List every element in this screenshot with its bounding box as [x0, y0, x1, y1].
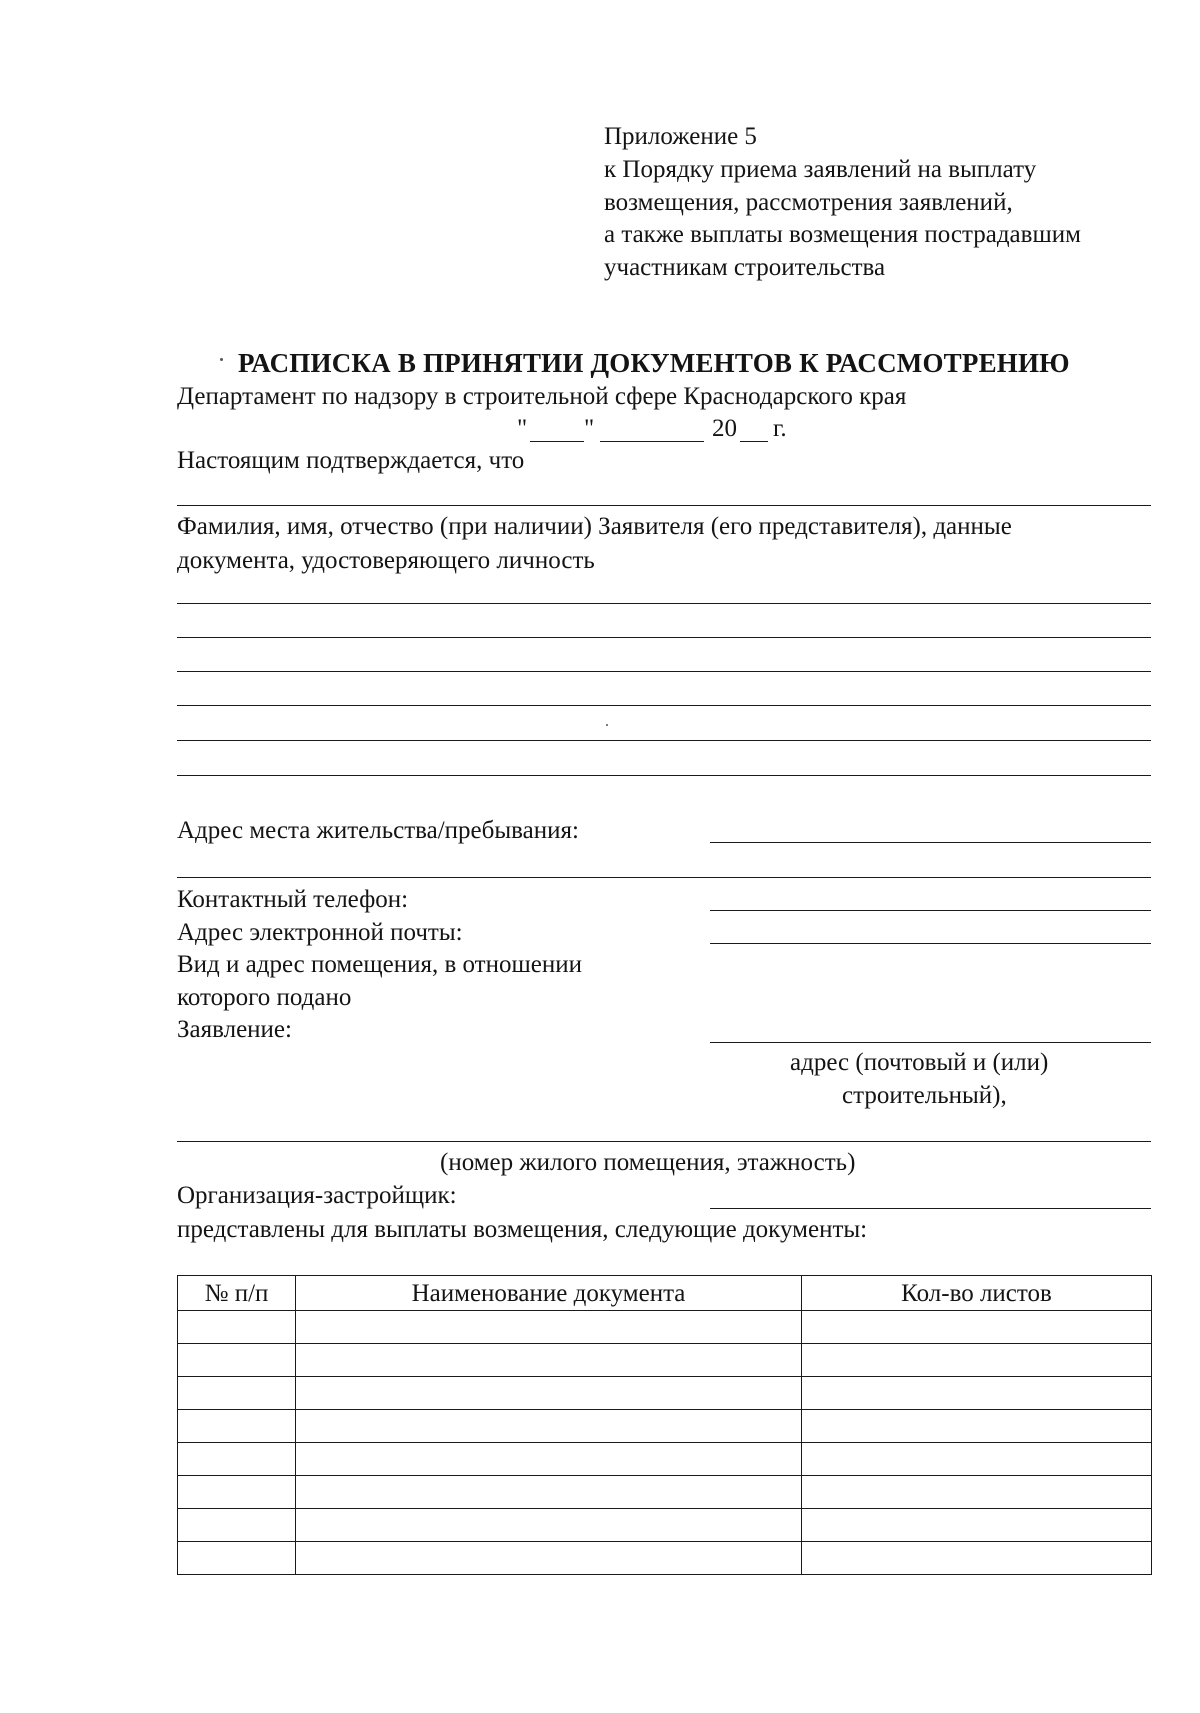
table-row — [178, 1344, 1152, 1377]
id-document-line[interactable] — [177, 775, 1151, 776]
cell-sheet-count[interactable] — [802, 1443, 1152, 1476]
table-row — [178, 1311, 1152, 1344]
table-row — [178, 1443, 1152, 1476]
cell-number[interactable] — [178, 1443, 296, 1476]
table-header-row — [178, 1276, 1152, 1311]
cell-sheet-count[interactable] — [802, 1311, 1152, 1344]
documents-table — [177, 1275, 1152, 1575]
column-header-sheet-count: Кол-во листов — [802, 1276, 1152, 1311]
cell-document-name[interactable] — [296, 1311, 802, 1344]
apartment-line[interactable] — [177, 1141, 1151, 1142]
document-title: РАСПИСКА В ПРИНЯТИИ ДОКУМЕНТОВ К РАССМОТРЕНИЮ — [238, 348, 1070, 378]
premises-caption: адрес (почтовый и (или) — [790, 1049, 1049, 1076]
column-header-number: № п/п — [178, 1276, 296, 1311]
id-document-line[interactable] — [177, 671, 1151, 672]
id-document-line[interactable] — [177, 637, 1151, 638]
table-body — [178, 1311, 1152, 1575]
cell-sheet-count[interactable] — [802, 1377, 1152, 1410]
apartment-caption: (номер жилого помещения, этажность) — [440, 1149, 856, 1176]
phone-line[interactable] — [710, 910, 1151, 911]
cell-sheet-count[interactable] — [802, 1476, 1152, 1509]
cell-number[interactable] — [178, 1377, 296, 1410]
documents-intro: представлены для выплаты возмещения, следующие документы: — [177, 1216, 868, 1243]
cell-sheet-count[interactable] — [802, 1542, 1152, 1575]
appendix-line: Приложение 5 — [604, 123, 757, 150]
scan-speck — [220, 358, 223, 361]
email-label: Адрес электронной почты: — [177, 919, 463, 946]
date-year-prefix: 20 — [712, 415, 737, 442]
premises-label: которого подано — [177, 984, 352, 1011]
cell-sheet-count[interactable] — [802, 1509, 1152, 1542]
date-month-blank[interactable] — [600, 441, 704, 442]
table-row — [178, 1476, 1152, 1509]
date-day-blank[interactable] — [530, 441, 584, 442]
cell-number[interactable] — [178, 1410, 296, 1443]
cell-document-name[interactable] — [296, 1476, 802, 1509]
applicant-caption: документа, удостоверяющего личность — [177, 547, 595, 574]
column-header-document-name: Наименование документа — [296, 1276, 802, 1311]
table-row — [178, 1509, 1152, 1542]
premises-label: Заявление: — [177, 1016, 292, 1043]
premises-label: Вид и адрес помещения, в отношении — [177, 951, 582, 978]
email-line[interactable] — [710, 943, 1151, 944]
cell-number[interactable] — [178, 1344, 296, 1377]
cell-document-name[interactable] — [296, 1410, 802, 1443]
scan-speck — [606, 724, 608, 726]
cell-number[interactable] — [178, 1476, 296, 1509]
table-row — [178, 1377, 1152, 1410]
cell-document-name[interactable] — [296, 1509, 802, 1542]
department-name: Департамент по надзору в строительной сфере Краснодарского края — [177, 383, 907, 410]
date-quote-open: " — [517, 415, 528, 442]
cell-number[interactable] — [178, 1509, 296, 1542]
appendix-line: а также выплаты возмещения пострадавшим — [604, 221, 1081, 248]
date-year-suffix: г. — [773, 415, 787, 442]
confirm-text: Настоящим подтверждается, что — [177, 447, 525, 474]
id-document-line[interactable] — [177, 740, 1151, 741]
premises-line[interactable] — [710, 1042, 1151, 1043]
id-document-line[interactable] — [177, 705, 1151, 706]
appendix-line: возмещения, рассмотрения заявлений, — [604, 189, 1013, 216]
premises-caption: строительный), — [842, 1082, 1007, 1109]
developer-line[interactable] — [710, 1208, 1151, 1209]
cell-document-name[interactable] — [296, 1542, 802, 1575]
cell-sheet-count[interactable] — [802, 1344, 1152, 1377]
appendix-line: участникам строительства — [604, 254, 886, 281]
cell-number[interactable] — [178, 1311, 296, 1344]
table-row — [178, 1410, 1152, 1443]
table-row — [178, 1542, 1152, 1575]
cell-number[interactable] — [178, 1542, 296, 1575]
id-document-line[interactable] — [177, 603, 1151, 604]
cell-sheet-count[interactable] — [802, 1410, 1152, 1443]
applicant-name-line[interactable] — [177, 505, 1151, 506]
date-year-blank[interactable] — [740, 441, 768, 442]
address-label: Адрес места жительства/пребывания: — [177, 817, 579, 844]
cell-document-name[interactable] — [296, 1443, 802, 1476]
address-line[interactable] — [710, 842, 1151, 843]
cell-document-name[interactable] — [296, 1344, 802, 1377]
address-line-2[interactable] — [177, 877, 1151, 878]
phone-label: Контактный телефон: — [177, 886, 409, 913]
appendix-line: к Порядку приема заявлений на выплату — [604, 156, 1037, 183]
date-quote-close: " — [584, 415, 595, 442]
applicant-caption: Фамилия, имя, отчество (при наличии) Заявителя (его представителя), данные — [177, 513, 1012, 540]
cell-document-name[interactable] — [296, 1377, 802, 1410]
developer-label: Организация-застройщик: — [177, 1182, 457, 1209]
